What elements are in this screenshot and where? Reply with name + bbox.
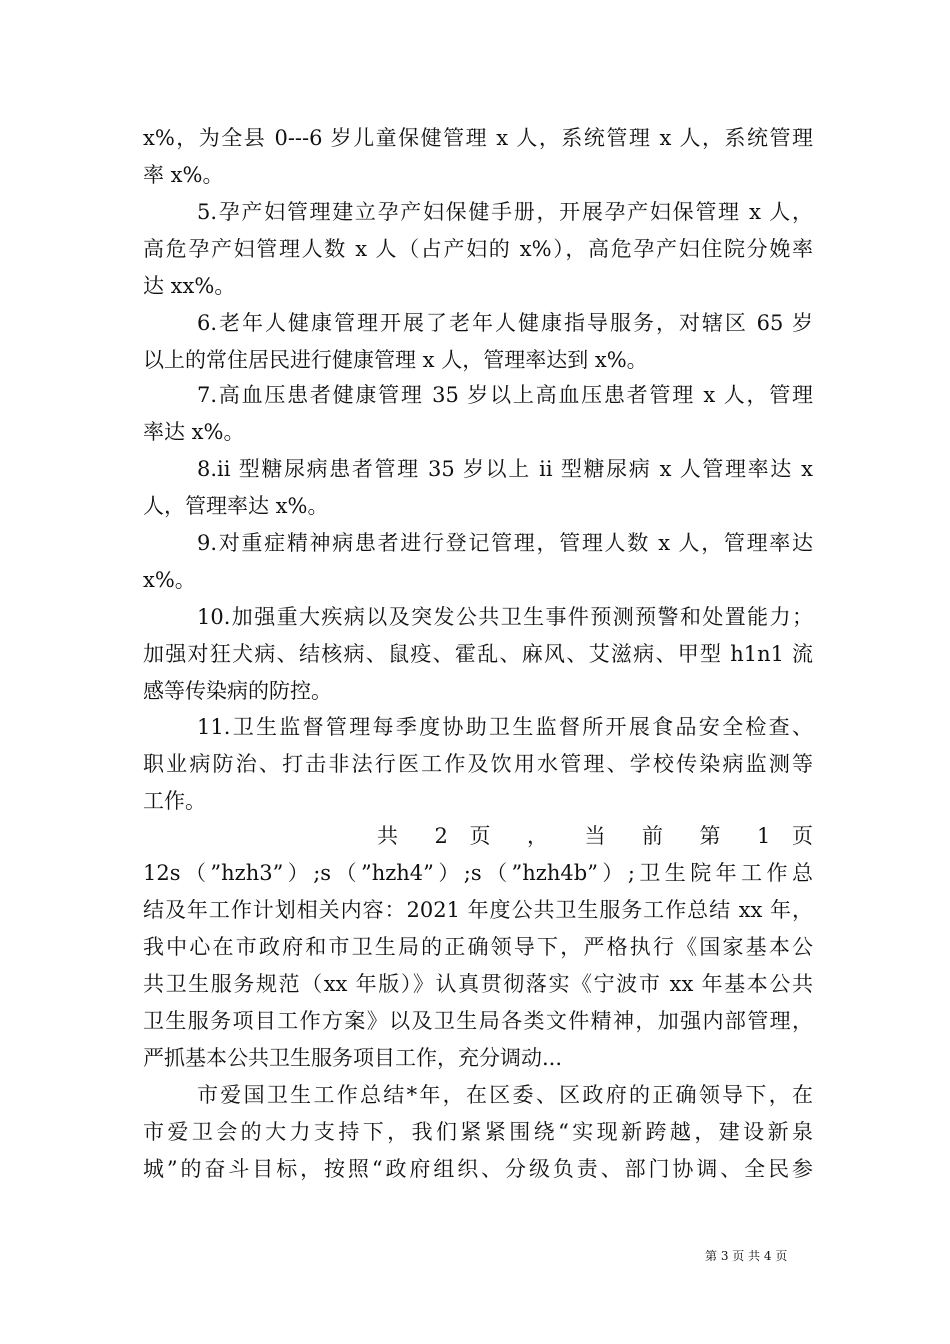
text-line: 11.卫生监督管理每季度协助卫生监督所开展食品安全检查、 <box>197 715 813 739</box>
text-line: 工作。 <box>143 789 206 813</box>
text-line: 卫生服务项目工作方案》以及卫生局各类文件精神，加强内部管理， <box>143 1009 813 1033</box>
text-line: 6.老年人健康管理开展了老年人健康指导服务，对辖区 65 岁 <box>197 311 813 335</box>
text-line: 12s（”hzh3”）;s（”hzh4”）;s（”hzh4b”）;卫生院年工作总 <box>143 861 813 885</box>
text-line: 以上的常住居民进行健康管理 x 人，管理率达到 x%。 <box>143 348 648 372</box>
text-line: 市爱卫会的大力支持下，我们紧紧围绕“实现新跨越，建设新泉 <box>143 1120 813 1144</box>
text-line: 人，管理率达 x%。 <box>143 494 329 518</box>
text-line: 严抓基本公共卫生服务项目工作，充分调动... <box>143 1046 563 1070</box>
text-line: 5.孕产妇管理建立孕产妇保健手册，开展孕产妇保管理 x 人， <box>197 200 813 224</box>
text-line: 职业病防治、打击非法行医工作及饮用水管理、学校传染病监测等 <box>143 752 813 776</box>
text-line: 感等传染病的防控。 <box>143 679 332 703</box>
text-line: 高危孕产妇管理人数 x 人（占产妇的 x%），高危孕产妇住院分娩率 <box>143 237 813 261</box>
page-footer: 第 3 页 共 4 页 <box>705 1249 788 1263</box>
text-line: 10.加强重大疾病以及突发公共卫生事件预测预警和处置能力； <box>197 605 813 629</box>
text-line: 率达 x%。 <box>143 420 245 444</box>
text-line: 加强对狂犬病、结核病、鼠疫、霍乱、麻风、艾滋病、甲型 h1n1 流 <box>143 642 813 666</box>
text-line: x%，为全县 0---6 岁儿童保健管理 x 人，系统管理 x 人，系统管理 <box>143 126 813 150</box>
text-line: 8.ii 型糖尿病患者管理 35 岁以上 ii 型糖尿病 x 人管理率达 x <box>197 457 813 481</box>
text-line: 共卫生服务规范（xx 年版）》认真贯彻落实《宁波市 xx 年基本公共 <box>143 972 813 996</box>
text-line: 市爱国卫生工作总结*年，在区委、区政府的正确领导下，在 <box>197 1083 813 1107</box>
text-line: 9.对重症精神病患者进行登记管理，管理人数 x 人，管理率达 <box>197 531 813 555</box>
text-line: 率 x%。 <box>143 163 224 187</box>
text-line: x%。 <box>143 568 196 592</box>
text-line: 城”的奋斗目标，按照“政府组织、分级负责、部门协调、全民参 <box>143 1157 813 1181</box>
text-line: 我中心在市政府和市卫生局的正确领导下，严格执行《国家基本公 <box>143 935 813 959</box>
page-count-line: 共 2 页 ， 当 前 第 1 页 <box>377 824 813 848</box>
text-line: 7.高血压患者健康管理 35 岁以上高血压患者管理 x 人，管理 <box>197 383 813 407</box>
text-line: 结及年工作计划相关内容：2021 年度公共卫生服务工作总结 xx 年， <box>143 898 813 922</box>
text-line: 达 xx%。 <box>143 274 236 298</box>
